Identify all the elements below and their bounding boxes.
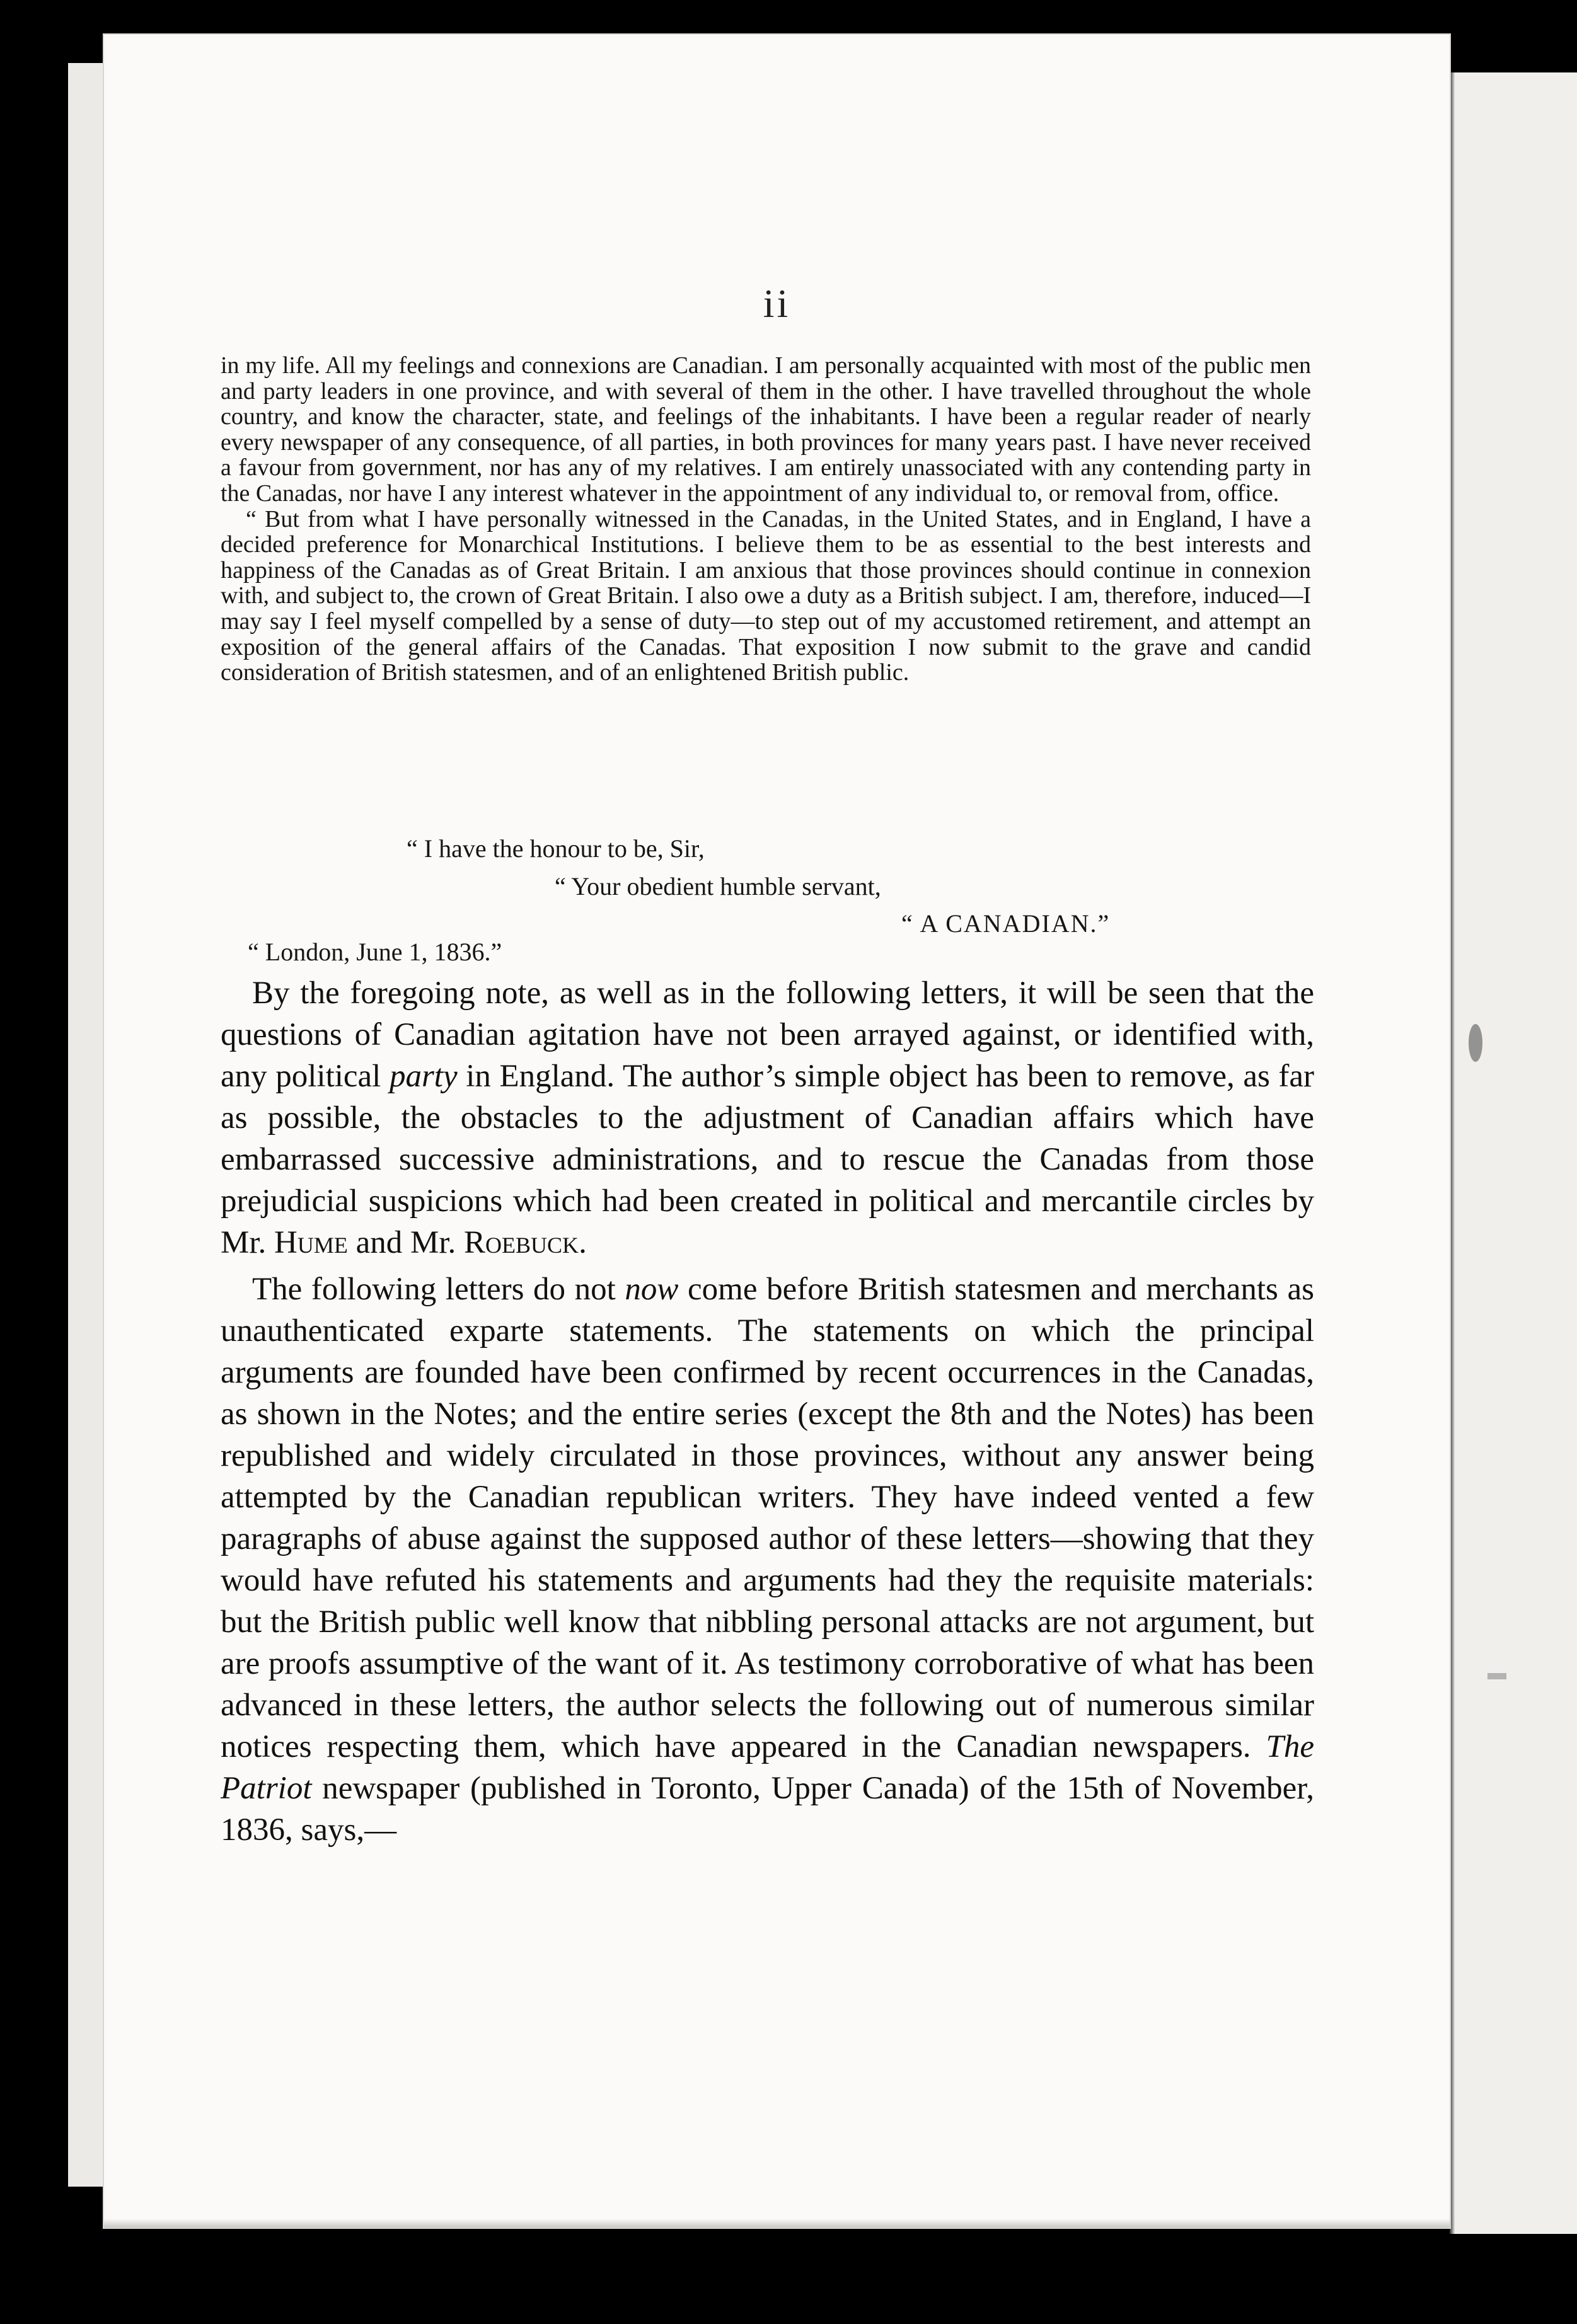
closing-servant: “ Your obedient humble servant,	[555, 872, 881, 900]
facing-page-edge	[1450, 72, 1577, 2234]
letter-text	[221, 353, 1311, 686]
page-bottom-edge	[104, 2219, 1450, 2228]
dateline: “ London, June 1, 1836.”	[248, 938, 502, 966]
book-left-edge	[68, 63, 107, 2187]
body-paragraph: The following letters do not now come before British statesmen and merchants as unauthenticated exparte statements. The statements on which the principal arguments are founded have been confirmed by recent occurrences in the Canadas, as shown in the Notes; and the entire series (except the 8th and the Notes) has been republished and widely circulated in those provinces, without any answer being attempted by the Canadian republican writers. They have indeed vented a few paragraphs of abuse against the supposed author of these letters—showing that they would have refuted his statements and arguments had they the requisite materials: but the British public well know that nibbling personal attacks are not argument, but are proofs assumptive of the want of it. As testimony corroborative of what has been advanced in these letters, the author selects the following out of numerous similar notices respecting them, which have appeared in the Canadian newspapers. The Patriot newspaper (published in Toronto, Upper Canada) of the 15th of November, 1836, says,—	[221, 1272, 1314, 1848]
letter-paragraph: “ But from what I have personally witnessed in the Canadas, in the United States, and in England, I have a decided preference for Monarchical Institutions. I believe them to be as essential to the best interests and happiness of the Canadas as of Great Britain. I am anxious that those provinces should continue in connexion with, and subject to, the crown of Great Britain. I also owe a duty as a British subject. I am, therefore, induced—I may say I feel myself compelled by a sense of duty—to step out of my accustomed retirement, and attempt an exposition of the general affairs of the Canadas. That exposition I now submit to the grave and candid consideration of British statesmen, and of an enlightened British public.	[221, 505, 1311, 686]
newspaper-title: The Patriot	[221, 1729, 1314, 1806]
scan-blemish	[1487, 1673, 1506, 1679]
book-page	[104, 35, 1450, 2228]
letter-paragraph: in my life. All my feelings and connexions are Canadian. I am personally acquainted with most of the public men and party leaders in one province, and with several of them in the other. I have travelled throughout the whole country, and know the character, state, and feelings of the inhabitants. I have been a regular reader of nearly every newspaper of any consequence, of all parties, in both provinces for many years past. I have never received a favour from government, nor has any of my relatives. I am entirely unassociated with any contending party in the Canadas, nor have I any interest whatever in the appointment of any individual to, or removal from, office.	[221, 352, 1311, 507]
body-paragraph: By the foregoing note, as well as in the following letters, it will be seen that the questions of Canadian agitation have not been arrayed against, or identified with, any political party in England. The author’s simple object has been to remove, as far as possible, the obstacles to the adjustment of Canadian affairs which have embarrassed successive administrations, and to rescue the Canadas from those prejudicial suspicions which had been created in political and mercantile circles by Mr. Hume and Mr. Roebuck.	[221, 975, 1314, 1260]
closing-honour: “ I have the honour to be, Sir,	[407, 834, 705, 863]
signature: “ A CANADIAN.”	[901, 909, 1111, 938]
book-gutter	[1450, 72, 1455, 2234]
emphasis: now	[625, 1272, 679, 1307]
scan-blemish	[1469, 1024, 1482, 1062]
emphasis: party	[389, 1059, 458, 1094]
page-number: ii	[763, 281, 791, 326]
main-text	[221, 972, 1314, 1851]
name-roebuck: Roebuck	[464, 1225, 579, 1260]
name-hume: Hume	[274, 1225, 348, 1260]
